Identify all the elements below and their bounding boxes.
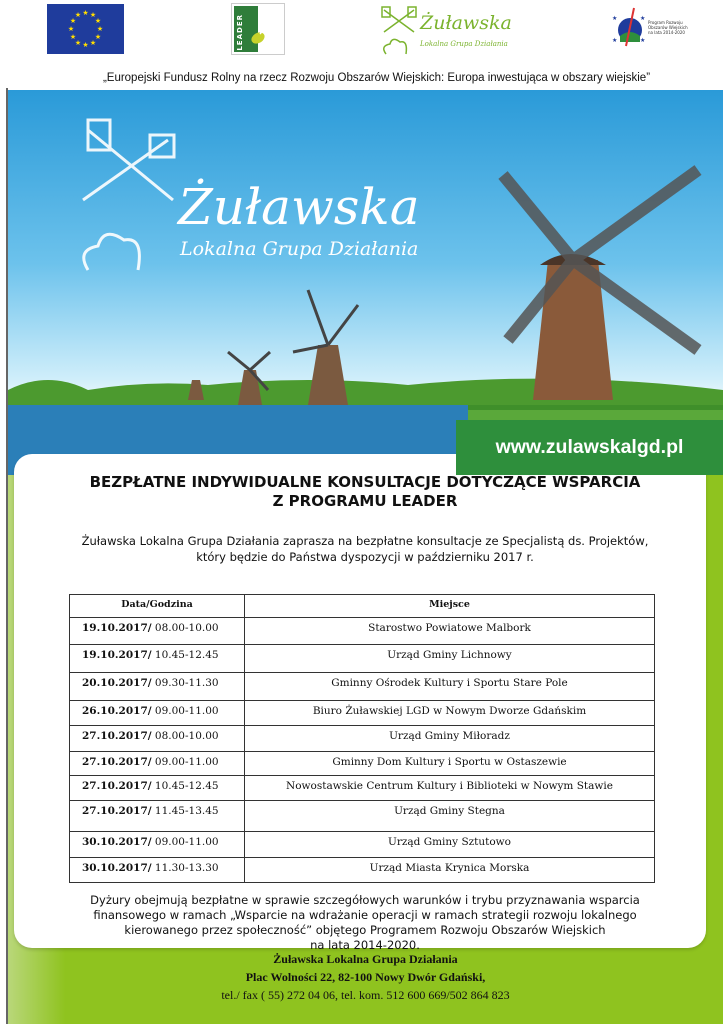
date: 30.10.2017/: [82, 862, 152, 874]
prow-emblem-icon: [612, 6, 648, 52]
svg-text:★: ★: [640, 15, 646, 22]
prow-logo: ★ ★ ★ ★ Program Rozwoju Obszarów Wiejskich na lata 2014-2020: [612, 4, 712, 54]
zulawska-lgd-logo: Żuławska Lokalna Grupa Działania: [378, 4, 513, 56]
intro-text: [20, 533, 710, 565]
table-row: [70, 858, 655, 883]
svg-text:★: ★: [640, 37, 646, 44]
time: 09.30-11.30: [151, 677, 219, 689]
date-time-cell: [70, 618, 245, 645]
time: 08.00-10.00: [151, 730, 219, 742]
outro-text: [20, 893, 710, 953]
svg-text:★: ★: [612, 37, 618, 44]
banner-logo-windmill: [83, 120, 174, 270]
contact-footer: [8, 950, 723, 1004]
time: 10.45-12.45: [151, 780, 219, 792]
date: 26.10.2017/: [82, 705, 152, 717]
title-line-2: Z PROGRAMU LEADER: [272, 492, 458, 510]
outro-line: finansowego w ramach „Wsparcie na wdrażanie operacji w ramach strategii rozwoju lokalnego: [93, 908, 637, 922]
banner-logo-title: Żuławska: [178, 178, 420, 236]
title-line-1: BEZPŁATNE INDYWIDUALNE KONSULTACJE DOTYCZĄCE WSPARCIA: [89, 473, 641, 491]
date-time-cell: [70, 858, 245, 883]
svg-text:★: ★: [89, 11, 97, 19]
table-row: [70, 776, 655, 801]
eu-flag-logo: [47, 4, 124, 54]
date: 19.10.2017/: [82, 649, 152, 661]
date-time-cell: [70, 776, 245, 801]
time: 09.00-11.00: [151, 836, 219, 848]
place-cell: Starostwo Powiatowe Malbork: [245, 618, 655, 645]
place-cell: Urząd Gminy Sztutowo: [245, 832, 655, 858]
place-cell: Biuro Żuławskiej LGD w Nowym Dworze Gdańskim: [245, 701, 655, 726]
place-cell: Urząd Gminy Lichnowy: [245, 645, 655, 673]
svg-text:★: ★: [89, 39, 97, 47]
time: 09.00-11.00: [151, 756, 219, 768]
outro-line: kierowanego przez społeczność” objętego Programem Rozwoju Obszarów Wiejskich: [124, 923, 606, 937]
footer-phone: tel./ fax ( 55) 272 04 06, tel. kom. 512 600 669/502 864 823: [221, 988, 510, 1002]
svg-text:★: ★: [94, 17, 102, 25]
date: 27.10.2017/: [82, 805, 152, 817]
place-cell: Gminny Dom Kultury i Sportu w Ostaszewie: [245, 752, 655, 776]
date: 27.10.2017/: [82, 756, 152, 768]
svg-text:★: ★: [67, 25, 75, 33]
large-windmill: [503, 170, 698, 400]
svg-text:★: ★: [612, 15, 618, 22]
date-time-cell: [70, 673, 245, 701]
page-title: [20, 473, 710, 511]
intro-line-2: który będzie do Państwa dyspozycji w październiku 2017 r.: [196, 550, 534, 564]
website-link[interactable]: www.zulawskalgd.pl: [456, 420, 723, 475]
svg-text:★: ★: [69, 33, 77, 41]
place-cell: Nowostawskie Centrum Kultury i Biblioteki w Nowym Stawie: [245, 776, 655, 801]
svg-text:★: ★: [69, 17, 77, 25]
svg-text:★: ★: [94, 33, 102, 41]
footer-address: Plac Wolności 22, 82-100 Nowy Dwór Gdański,: [245, 970, 486, 984]
outro-line: na lata 2014-2020.: [310, 938, 420, 952]
header-place: Miejsce: [245, 595, 655, 618]
table-row: [70, 618, 655, 645]
table-row: [70, 673, 655, 701]
date: 20.10.2017/: [82, 677, 152, 689]
intro-line-1: Żuławska Lokalna Grupa Działania zaprasza na bezpłatne konsultacje ze Specjalistą ds. Projektów,: [81, 534, 649, 548]
table-header-row: [70, 595, 655, 618]
eafrd-slogan: „Europejski Fundusz Rolny na rzecz Rozwoju Obszarów Wiejskich: Europa inwestująca w obszary wiejskie”: [102, 72, 651, 84]
place-cell: Gminny Ośrodek Kultury i Sportu Stare Pole: [245, 673, 655, 701]
date: 30.10.2017/: [82, 836, 152, 848]
date-time-cell: [70, 832, 245, 858]
eu-stars-icon: [47, 4, 124, 54]
windmill-banner: [8, 90, 723, 475]
date: 19.10.2017/: [82, 622, 152, 634]
leader-logo: LEADER: [232, 4, 284, 54]
date-time-cell: [70, 645, 245, 673]
date: 27.10.2017/: [82, 730, 152, 742]
schedule-table: [69, 594, 655, 883]
time: 08.00-10.00: [151, 622, 219, 634]
date-time-cell: [70, 801, 245, 832]
landscape-illustration: [8, 90, 723, 475]
outro-line: Dyżury obejmują bezpłatne w sprawie szczegółowych warunków i trybu przyznawania wsparcia: [90, 893, 640, 907]
place-cell: Urząd Miasta Krynica Morska: [245, 858, 655, 883]
time: 09.00-11.00: [151, 705, 219, 717]
table-row: [70, 752, 655, 776]
time: 10.45-12.45: [151, 649, 219, 661]
leaf-icon: [248, 12, 278, 46]
footer-org-name: Żuławska Lokalna Grupa Działania: [273, 952, 458, 966]
windmill-icon: [378, 4, 420, 56]
svg-text:★: ★: [74, 11, 82, 19]
date: 27.10.2017/: [82, 780, 152, 792]
table-row: [70, 645, 655, 673]
table-row: [70, 701, 655, 726]
date-time-cell: [70, 752, 245, 776]
date-time-cell: [70, 701, 245, 726]
place-cell: Urząd Gminy Miłoradz: [245, 726, 655, 752]
header-date: Data/Godzina: [70, 595, 245, 618]
place-cell: Urząd Gminy Stegna: [245, 801, 655, 832]
table-row: [70, 832, 655, 858]
svg-text:★: ★: [74, 39, 82, 47]
date-time-cell: [70, 726, 245, 752]
time: 11.30-13.30: [151, 862, 219, 874]
svg-text:★: ★: [82, 9, 89, 17]
svg-text:★: ★: [82, 41, 89, 49]
table-row: [70, 726, 655, 752]
table-row: [70, 801, 655, 832]
time: 11.45-13.45: [151, 805, 219, 817]
svg-text:★: ★: [96, 25, 104, 33]
banner-logo-subtitle: Lokalna Grupa Działania: [180, 238, 419, 260]
